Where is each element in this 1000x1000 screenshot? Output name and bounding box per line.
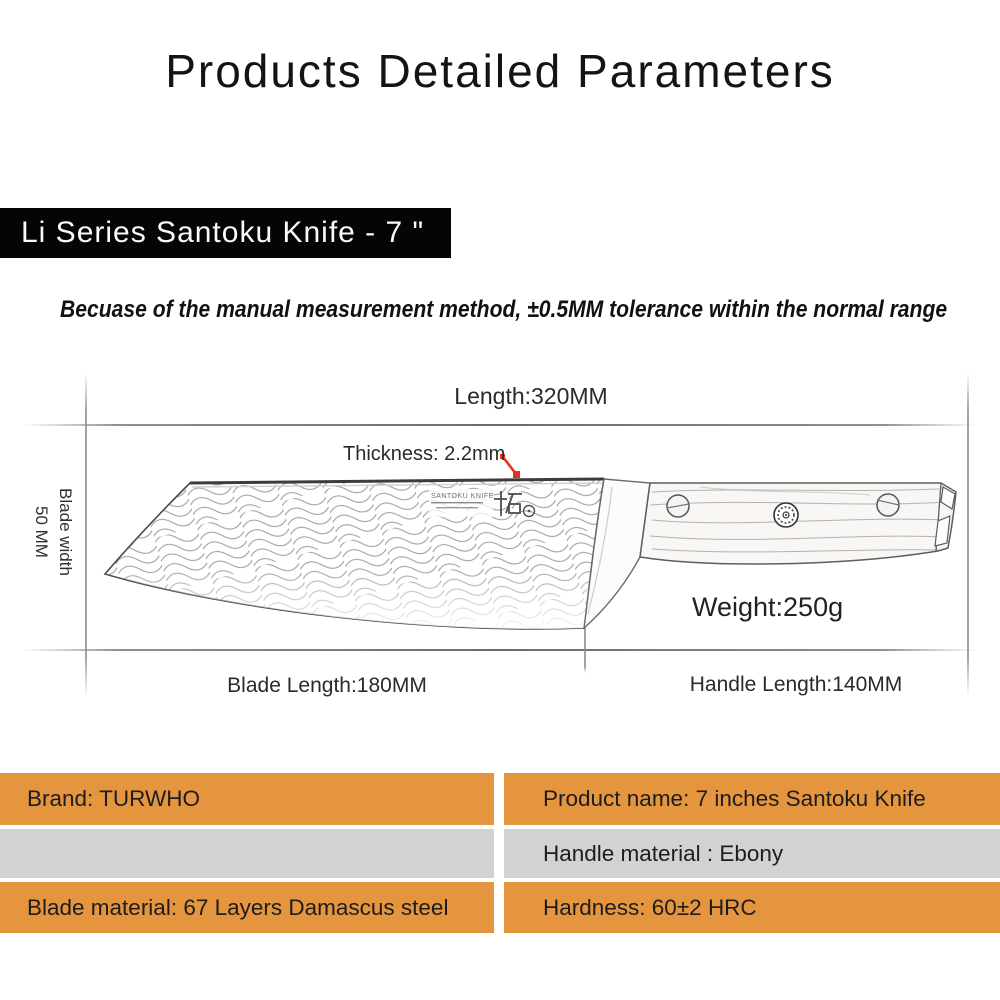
spec-cell-product-name: Product name: 7 inches Santoku Knife — [504, 773, 1000, 825]
length-label: Length:320MM — [454, 383, 608, 409]
blade-width-label: Blade width 50 MM — [32, 488, 75, 576]
spec-cell-empty — [0, 829, 494, 878]
page-title: Products Detailed Parameters — [165, 45, 835, 97]
knife-handle — [640, 483, 956, 564]
spec-cell-brand: Brand: TURWHO — [0, 773, 494, 825]
knife-blade — [105, 479, 604, 629]
blade-length-label: Blade Length:180MM — [227, 674, 427, 697]
weight-label: Weight:250g — [692, 592, 844, 622]
spec-cell-handle-material: Handle material : Ebony — [504, 829, 1000, 878]
tolerance-note: Becuase of the manual measurement method, ±0.5MM tolerance within the normal range — [60, 296, 948, 323]
spec-cell-hardness: Hardness: 60±2 HRC — [504, 882, 1000, 933]
thickness-label: Thickness: 2.2mm — [343, 443, 506, 465]
handle-length-label: Handle Length:140MM — [689, 673, 903, 696]
product-series-label: Li Series Santoku Knife - 7 " — [21, 216, 425, 249]
mosaic-pin — [774, 503, 798, 527]
spec-cell-blade-material: Blade material: 67 Layers Damascus steel — [0, 882, 494, 933]
svg-text:SANTOKU KNIFE: SANTOKU KNIFE — [431, 493, 494, 500]
